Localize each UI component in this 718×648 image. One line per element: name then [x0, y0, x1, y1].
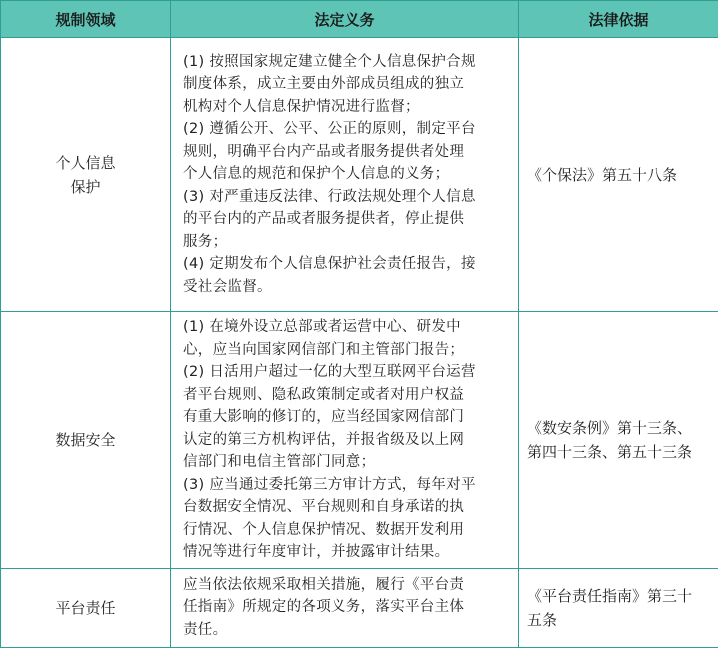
- basis-text: 《个保法》第五十八条: [527, 163, 712, 187]
- duty-line: 认定的第三方机构评估，并报省级及以上网: [183, 429, 508, 452]
- duties-cell: [171, 38, 519, 312]
- basis-cell: [519, 38, 718, 312]
- basis-text: 五条: [527, 608, 712, 632]
- duty-line: 受社会监督。: [183, 276, 508, 299]
- basis-text: 《平台责任指南》第三十: [527, 584, 712, 608]
- duty-line: 任指南》所规定的各项义务，落实平台主体: [183, 596, 508, 619]
- basis-text: 《数安条例》第十三条、: [527, 416, 712, 440]
- duty-line: 者平台规则、隐私政策制定或者对用户权益: [183, 384, 508, 407]
- duty-line: (2) 遵循公开、公平、公正的原则，制定平台: [183, 118, 508, 141]
- table-row: [1, 38, 718, 312]
- duty-line: (4) 定期发布个人信息保护社会责任报告，接: [183, 253, 508, 276]
- duty-line: 行情况、个人信息保护情况、数据开发利用: [183, 519, 508, 542]
- duty-line: 规则，明确平台内产品或者服务提供者处理: [183, 141, 508, 164]
- duty-line: 台数据安全情况、平台规则和自身承诺的执: [183, 496, 508, 519]
- duty-line: 有重大影响的修订的，应当经国家网信部门: [183, 406, 508, 429]
- area-text: 保护: [1, 175, 170, 199]
- duties-cell: [171, 568, 519, 647]
- duty-line: 应当依法依规采取相关措施，履行《平台责: [183, 574, 508, 597]
- duties-cell: [171, 312, 519, 569]
- basis-text: 第四十三条、第五十三条: [527, 440, 712, 464]
- area-cell: [1, 568, 171, 647]
- table-row: [1, 568, 718, 647]
- area-text: 平台责任: [1, 596, 170, 620]
- duty-line: 机构对个人信息保护情况进行监督；: [183, 96, 508, 119]
- table-row: [1, 312, 718, 569]
- duty-line: 个人信息的规范和保护个人信息的义务；: [183, 163, 508, 186]
- header-duties: 法定义务: [171, 1, 519, 38]
- area-cell: [1, 38, 171, 312]
- duty-line: 制度体系，成立主要由外部成员组成的独立: [183, 73, 508, 96]
- duty-line: 的平台内的产品或者服务提供者，停止提供: [183, 208, 508, 231]
- duty-line: (1) 按照国家规定建立健全个人信息保护合规: [183, 51, 508, 74]
- duty-line: 情况等进行年度审计，并披露审计结果。: [183, 541, 508, 564]
- area-text: 个人信息: [1, 151, 170, 175]
- basis-cell: [519, 312, 718, 569]
- header-area: 规制领域: [1, 1, 171, 38]
- duty-line: 服务；: [183, 231, 508, 254]
- duty-line: (3) 对严重违反法律、行政法规处理个人信息: [183, 186, 508, 209]
- area-text: 数据安全: [1, 428, 170, 452]
- duty-line: (1) 在境外设立总部或者运营中心、研发中: [183, 316, 508, 339]
- duty-line: (2) 日活用户超过一亿的大型互联网平台运营: [183, 361, 508, 384]
- duty-line: 信部门和电信主管部门同意；: [183, 451, 508, 474]
- header-basis: 法律依据: [519, 1, 718, 38]
- duty-line: 责任。: [183, 619, 508, 642]
- basis-cell: [519, 568, 718, 647]
- header-row: [1, 1, 718, 38]
- duty-line: (3) 应当通过委托第三方审计方式，每年对平: [183, 474, 508, 497]
- duty-line: 心，应当向国家网信部门和主管部门报告；: [183, 339, 508, 362]
- area-cell: [1, 312, 171, 569]
